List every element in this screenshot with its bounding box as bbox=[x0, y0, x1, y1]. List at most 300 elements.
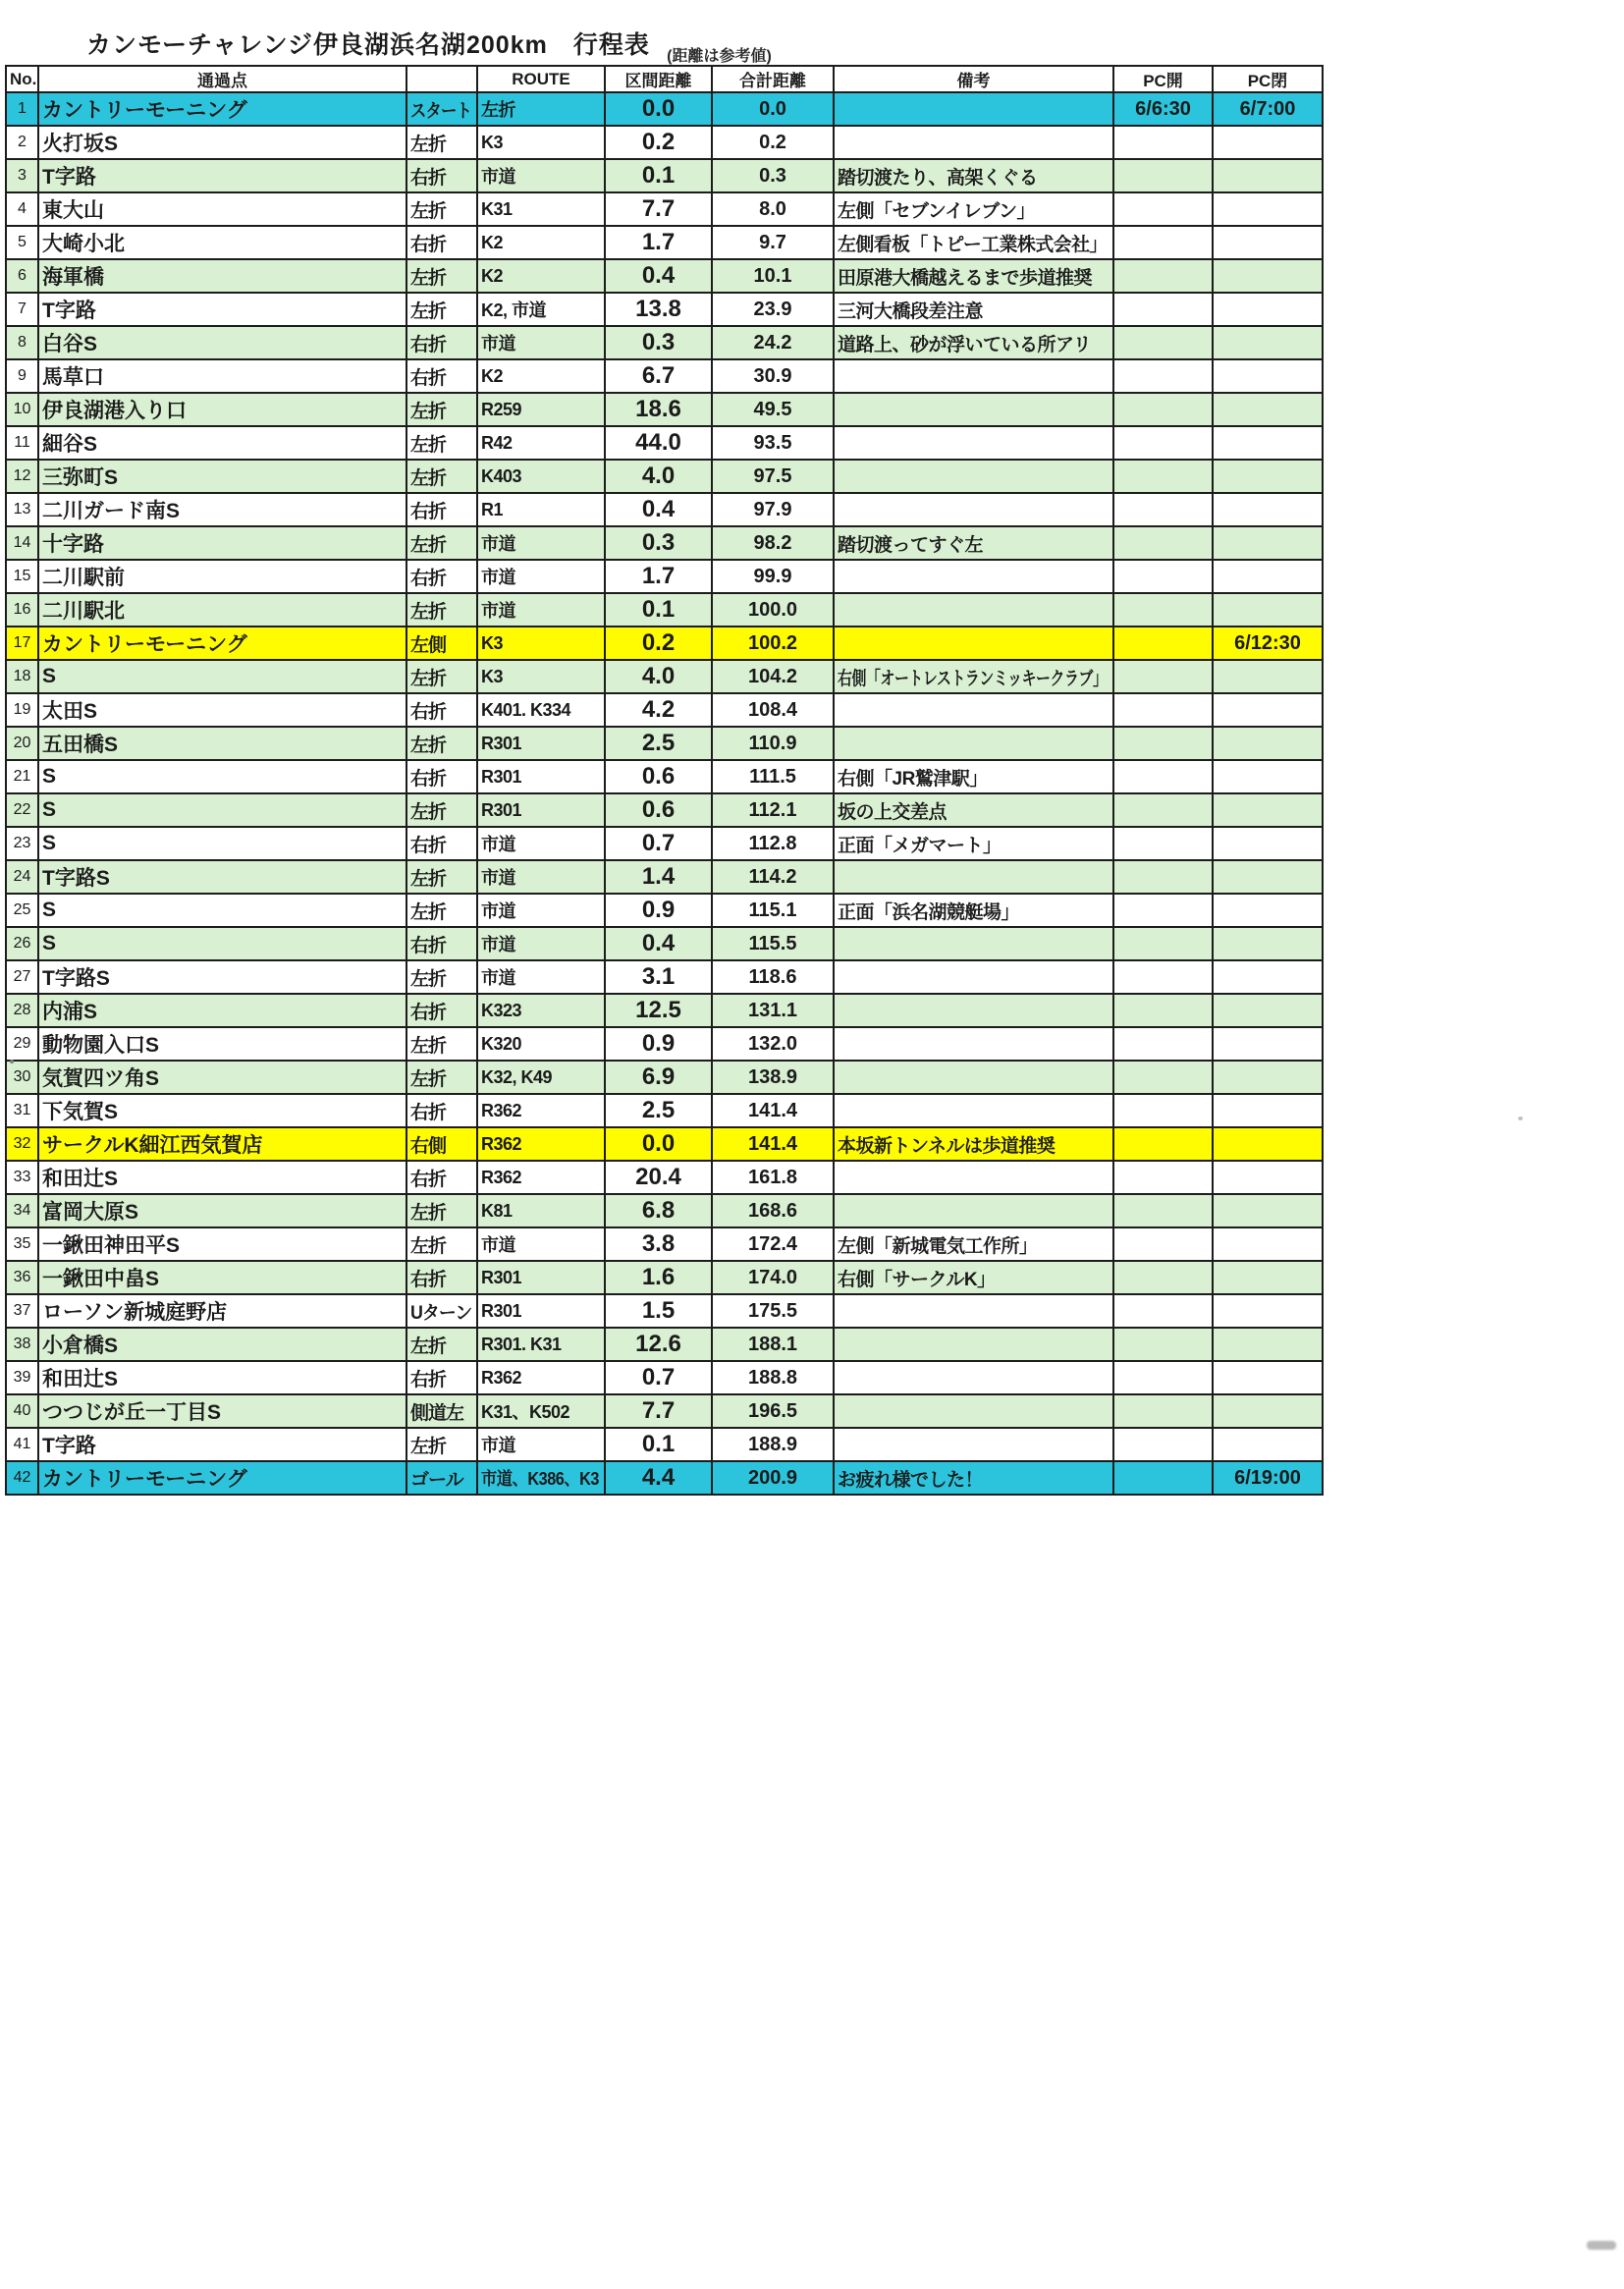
cell-waypoint: 小倉橋S bbox=[38, 1328, 406, 1361]
cell-note bbox=[834, 960, 1113, 994]
page-title: カンモーチャレンジ伊良湖浜名湖200km 行程表 bbox=[86, 31, 650, 59]
table-row bbox=[6, 1194, 1323, 1227]
cell-pc-close bbox=[1213, 927, 1323, 960]
cell-note bbox=[834, 493, 1113, 526]
header-waypoint: 通過点 bbox=[38, 66, 406, 92]
cell-pc-open bbox=[1113, 1328, 1213, 1361]
cell-direction: 側道左 bbox=[406, 1394, 477, 1428]
cell-pc-open bbox=[1113, 1194, 1213, 1227]
cell-route: 市道 bbox=[477, 927, 605, 960]
scan-speck bbox=[1518, 1117, 1523, 1120]
cell-no: 23 bbox=[6, 827, 38, 860]
cell-route: K32, K49 bbox=[477, 1061, 605, 1094]
cell-pc-close bbox=[1213, 1361, 1323, 1394]
cell-no: 10 bbox=[6, 393, 38, 426]
cell-pc-close bbox=[1213, 960, 1323, 994]
cell-leg-distance: 0.3 bbox=[605, 326, 712, 359]
cell-pc-close bbox=[1213, 1261, 1323, 1294]
cell-direction: ゴール bbox=[406, 1461, 477, 1495]
cell-total-distance: 141.4 bbox=[712, 1127, 834, 1161]
cell-waypoint: 富岡大原S bbox=[38, 1194, 406, 1227]
table-row bbox=[6, 1161, 1323, 1194]
cell-waypoint: カントリーモーニング bbox=[38, 1461, 406, 1495]
cell-note bbox=[834, 727, 1113, 760]
cell-pc-open bbox=[1113, 1161, 1213, 1194]
cell-direction: 左折 bbox=[406, 960, 477, 994]
table-row bbox=[6, 860, 1323, 894]
cell-no: 6 bbox=[6, 259, 38, 293]
cell-direction: スタート bbox=[406, 92, 477, 126]
cell-route: K3 bbox=[477, 660, 605, 693]
cell-pc-open bbox=[1113, 426, 1213, 460]
cell-pc-close bbox=[1213, 593, 1323, 627]
cell-pc-close bbox=[1213, 1061, 1323, 1094]
cell-note bbox=[834, 693, 1113, 727]
cell-route: K2 bbox=[477, 259, 605, 293]
cell-direction: 左折 bbox=[406, 727, 477, 760]
cell-total-distance: 97.9 bbox=[712, 493, 834, 526]
cell-total-distance: 9.7 bbox=[712, 226, 834, 259]
cell-no: 41 bbox=[6, 1428, 38, 1461]
cell-direction: Uターン bbox=[406, 1294, 477, 1328]
cell-no: 21 bbox=[6, 760, 38, 793]
cell-route: K401. K334 bbox=[477, 693, 605, 727]
cell-route: 市道、K386、K3 bbox=[477, 1461, 605, 1495]
cell-no: 26 bbox=[6, 927, 38, 960]
cell-total-distance: 49.5 bbox=[712, 393, 834, 426]
cell-note: 左側「新城電気工作所」 bbox=[834, 1227, 1113, 1261]
cell-leg-distance: 0.0 bbox=[605, 1127, 712, 1161]
cell-total-distance: 97.5 bbox=[712, 460, 834, 493]
cell-pc-close bbox=[1213, 660, 1323, 693]
cell-pc-close bbox=[1213, 1094, 1323, 1127]
cell-direction: 右折 bbox=[406, 359, 477, 393]
cell-leg-distance: 3.1 bbox=[605, 960, 712, 994]
table-row bbox=[6, 727, 1323, 760]
cell-pc-close bbox=[1213, 1161, 1323, 1194]
cell-direction: 右折 bbox=[406, 560, 477, 593]
cell-pc-close bbox=[1213, 159, 1323, 192]
cell-route: K2 bbox=[477, 226, 605, 259]
cell-total-distance: 98.2 bbox=[712, 526, 834, 560]
cell-note: 右側「オートレストランミッキークラブ」 bbox=[834, 660, 1113, 693]
cell-note: 踏切渡ってすぐ左 bbox=[834, 526, 1113, 560]
cell-pc-open bbox=[1113, 192, 1213, 226]
cell-no: 9 bbox=[6, 359, 38, 393]
cell-pc-close bbox=[1213, 1294, 1323, 1328]
cell-waypoint: T字路S bbox=[38, 860, 406, 894]
cell-total-distance: 138.9 bbox=[712, 1061, 834, 1094]
distance-reference-note: (距離は参考値) bbox=[667, 48, 772, 65]
cell-waypoint: 馬草口 bbox=[38, 359, 406, 393]
cell-note bbox=[834, 460, 1113, 493]
cell-total-distance: 115.1 bbox=[712, 894, 834, 927]
cell-waypoint: 十字路 bbox=[38, 526, 406, 560]
cell-leg-distance: 44.0 bbox=[605, 426, 712, 460]
scan-smudge bbox=[1587, 2241, 1616, 2250]
header-no: No. bbox=[6, 66, 38, 92]
cell-direction: 左折 bbox=[406, 593, 477, 627]
cell-total-distance: 0.0 bbox=[712, 92, 834, 126]
cell-no: 35 bbox=[6, 1227, 38, 1261]
cell-total-distance: 24.2 bbox=[712, 326, 834, 359]
cell-pc-close: 6/12:30 bbox=[1213, 627, 1323, 660]
cell-pc-open bbox=[1113, 1127, 1213, 1161]
cell-no: 31 bbox=[6, 1094, 38, 1127]
cell-pc-close bbox=[1213, 359, 1323, 393]
cell-direction: 左折 bbox=[406, 526, 477, 560]
cell-leg-distance: 0.7 bbox=[605, 827, 712, 860]
cell-pc-close bbox=[1213, 793, 1323, 827]
table-row bbox=[6, 560, 1323, 593]
cell-pc-close bbox=[1213, 727, 1323, 760]
cell-pc-close bbox=[1213, 293, 1323, 326]
table-row bbox=[6, 126, 1323, 159]
cell-waypoint: カントリーモーニング bbox=[38, 92, 406, 126]
cell-route: 市道 bbox=[477, 526, 605, 560]
cell-route: 市道 bbox=[477, 560, 605, 593]
cell-pc-open bbox=[1113, 226, 1213, 259]
cell-leg-distance: 4.0 bbox=[605, 660, 712, 693]
cell-waypoint: 三弥町S bbox=[38, 460, 406, 493]
cell-pc-close bbox=[1213, 1027, 1323, 1061]
table-row bbox=[6, 426, 1323, 460]
cell-no: 34 bbox=[6, 1194, 38, 1227]
cell-total-distance: 200.9 bbox=[712, 1461, 834, 1495]
cell-leg-distance: 12.5 bbox=[605, 994, 712, 1027]
cell-total-distance: 23.9 bbox=[712, 293, 834, 326]
cell-no: 2 bbox=[6, 126, 38, 159]
cell-direction: 左折 bbox=[406, 426, 477, 460]
cell-no: 19 bbox=[6, 693, 38, 727]
cell-waypoint: S bbox=[38, 760, 406, 793]
cell-direction: 右折 bbox=[406, 927, 477, 960]
cell-pc-open bbox=[1113, 593, 1213, 627]
cell-leg-distance: 12.6 bbox=[605, 1328, 712, 1361]
cell-waypoint: 気賀四ツ角S bbox=[38, 1061, 406, 1094]
cell-total-distance: 100.2 bbox=[712, 627, 834, 660]
table-row bbox=[6, 593, 1323, 627]
cell-direction: 左折 bbox=[406, 660, 477, 693]
cell-leg-distance: 0.9 bbox=[605, 1027, 712, 1061]
cell-route: K31 bbox=[477, 192, 605, 226]
cell-pc-close bbox=[1213, 493, 1323, 526]
cell-note: 左側「セブンイレブン」 bbox=[834, 192, 1113, 226]
cell-note bbox=[834, 92, 1113, 126]
cell-leg-distance: 20.4 bbox=[605, 1161, 712, 1194]
cell-pc-close: 6/7:00 bbox=[1213, 92, 1323, 126]
cell-direction: 右側 bbox=[406, 1127, 477, 1161]
cell-total-distance: 8.0 bbox=[712, 192, 834, 226]
cell-leg-distance: 6.8 bbox=[605, 1194, 712, 1227]
cell-direction: 右折 bbox=[406, 226, 477, 259]
cell-no: 29 bbox=[6, 1027, 38, 1061]
cell-direction: 左折 bbox=[406, 1428, 477, 1461]
cell-no: 13 bbox=[6, 493, 38, 526]
cell-note bbox=[834, 1428, 1113, 1461]
cell-route: K323 bbox=[477, 994, 605, 1027]
cell-note: 本坂新トンネルは歩道推奨 bbox=[834, 1127, 1113, 1161]
cell-waypoint: S bbox=[38, 894, 406, 927]
cell-direction: 左折 bbox=[406, 894, 477, 927]
cell-note bbox=[834, 627, 1113, 660]
cell-waypoint: 内浦S bbox=[38, 994, 406, 1027]
header-route: ROUTE bbox=[477, 66, 605, 92]
table-row bbox=[6, 1394, 1323, 1428]
cell-total-distance: 188.9 bbox=[712, 1428, 834, 1461]
cell-note: 正面「浜名湖競艇場」 bbox=[834, 894, 1113, 927]
header-leg-distance: 区間距離 bbox=[605, 66, 712, 92]
cell-waypoint: 火打坂S bbox=[38, 126, 406, 159]
table-row bbox=[6, 1294, 1323, 1328]
cell-no: 3 bbox=[6, 159, 38, 192]
cell-pc-open bbox=[1113, 1428, 1213, 1461]
cell-total-distance: 0.3 bbox=[712, 159, 834, 192]
cell-route: R362 bbox=[477, 1361, 605, 1394]
cell-route: 市道 bbox=[477, 593, 605, 627]
cell-pc-open bbox=[1113, 560, 1213, 593]
cell-route: 市道 bbox=[477, 159, 605, 192]
cell-direction: 左折 bbox=[406, 259, 477, 293]
cell-pc-close bbox=[1213, 460, 1323, 493]
cell-route: 市道 bbox=[477, 860, 605, 894]
cell-total-distance: 104.2 bbox=[712, 660, 834, 693]
table-row bbox=[6, 192, 1323, 226]
cell-no: 39 bbox=[6, 1361, 38, 1394]
cell-waypoint: T字路 bbox=[38, 159, 406, 192]
cell-pc-open bbox=[1113, 493, 1213, 526]
cell-no: 11 bbox=[6, 426, 38, 460]
cell-note bbox=[834, 1194, 1113, 1227]
table-row bbox=[6, 359, 1323, 393]
cell-no: 24 bbox=[6, 860, 38, 894]
cell-waypoint: S bbox=[38, 793, 406, 827]
cell-route: R301 bbox=[477, 793, 605, 827]
cell-route: R259 bbox=[477, 393, 605, 426]
cell-direction: 右折 bbox=[406, 827, 477, 860]
table-row bbox=[6, 660, 1323, 693]
cell-direction: 左折 bbox=[406, 1027, 477, 1061]
cell-note bbox=[834, 359, 1113, 393]
cell-pc-open bbox=[1113, 760, 1213, 793]
cell-no: 28 bbox=[6, 994, 38, 1027]
cell-waypoint: 動物園入口S bbox=[38, 1027, 406, 1061]
cell-total-distance: 115.5 bbox=[712, 927, 834, 960]
cell-total-distance: 93.5 bbox=[712, 426, 834, 460]
cell-route: R301 bbox=[477, 760, 605, 793]
cell-total-distance: 141.4 bbox=[712, 1094, 834, 1127]
header-note: 備考 bbox=[834, 66, 1113, 92]
table-row bbox=[6, 460, 1323, 493]
table-row bbox=[6, 259, 1323, 293]
table-row bbox=[6, 226, 1323, 259]
table-row bbox=[6, 1261, 1323, 1294]
cell-direction: 左折 bbox=[406, 293, 477, 326]
cell-direction: 左折 bbox=[406, 860, 477, 894]
cell-route: R301 bbox=[477, 1294, 605, 1328]
cell-pc-open bbox=[1113, 860, 1213, 894]
cell-total-distance: 111.5 bbox=[712, 760, 834, 793]
cell-pc-open bbox=[1113, 627, 1213, 660]
cell-leg-distance: 0.4 bbox=[605, 493, 712, 526]
cell-note: 左側看板「トピー工業株式会社」 bbox=[834, 226, 1113, 259]
cell-pc-open bbox=[1113, 326, 1213, 359]
cell-route: K81 bbox=[477, 1194, 605, 1227]
cell-no: 27 bbox=[6, 960, 38, 994]
cell-leg-distance: 1.7 bbox=[605, 226, 712, 259]
cell-direction: 右折 bbox=[406, 1361, 477, 1394]
cell-route: K320 bbox=[477, 1027, 605, 1061]
cell-direction: 左折 bbox=[406, 192, 477, 226]
cell-waypoint: S bbox=[38, 927, 406, 960]
cell-pc-open bbox=[1113, 727, 1213, 760]
cell-pc-open bbox=[1113, 960, 1213, 994]
table-row bbox=[6, 92, 1323, 126]
cell-note bbox=[834, 860, 1113, 894]
header-direction bbox=[406, 66, 477, 92]
header-total-distance: 合計距離 bbox=[712, 66, 834, 92]
cell-leg-distance: 2.5 bbox=[605, 1094, 712, 1127]
cell-no: 5 bbox=[6, 226, 38, 259]
cell-leg-distance: 0.3 bbox=[605, 526, 712, 560]
cell-waypoint: T字路 bbox=[38, 1428, 406, 1461]
cell-route: K31、K502 bbox=[477, 1394, 605, 1428]
cell-pc-close bbox=[1213, 192, 1323, 226]
cell-no: 25 bbox=[6, 894, 38, 927]
cell-pc-close bbox=[1213, 326, 1323, 359]
cell-leg-distance: 0.0 bbox=[605, 92, 712, 126]
table-row bbox=[6, 894, 1323, 927]
route-table bbox=[5, 65, 1324, 1496]
table-row bbox=[6, 693, 1323, 727]
cell-note: 道路上、砂が浮いている所アリ bbox=[834, 326, 1113, 359]
cell-pc-open bbox=[1113, 1261, 1213, 1294]
cell-pc-close bbox=[1213, 259, 1323, 293]
table-row bbox=[6, 159, 1323, 192]
cell-note bbox=[834, 1294, 1113, 1328]
cell-leg-distance: 0.1 bbox=[605, 593, 712, 627]
cell-pc-close bbox=[1213, 827, 1323, 860]
cell-waypoint: 東大山 bbox=[38, 192, 406, 226]
cell-pc-close bbox=[1213, 1328, 1323, 1361]
table-row bbox=[6, 793, 1323, 827]
cell-no: 36 bbox=[6, 1261, 38, 1294]
table-row bbox=[6, 1094, 1323, 1127]
cell-note bbox=[834, 1027, 1113, 1061]
cell-note bbox=[834, 1161, 1113, 1194]
cell-route: 市道 bbox=[477, 894, 605, 927]
table-row bbox=[6, 927, 1323, 960]
table-row bbox=[6, 960, 1323, 994]
cell-direction: 左折 bbox=[406, 1328, 477, 1361]
cell-total-distance: 114.2 bbox=[712, 860, 834, 894]
cell-no: 7 bbox=[6, 293, 38, 326]
cell-no: 14 bbox=[6, 526, 38, 560]
cell-waypoint: S bbox=[38, 660, 406, 693]
cell-note bbox=[834, 593, 1113, 627]
cell-total-distance: 172.4 bbox=[712, 1227, 834, 1261]
cell-waypoint: T字路 bbox=[38, 293, 406, 326]
cell-total-distance: 100.0 bbox=[712, 593, 834, 627]
cell-no: 16 bbox=[6, 593, 38, 627]
cell-direction: 右折 bbox=[406, 760, 477, 793]
cell-pc-close bbox=[1213, 1194, 1323, 1227]
header-pc-close: PC閉 bbox=[1213, 66, 1323, 92]
cell-note bbox=[834, 1361, 1113, 1394]
table-row bbox=[6, 1061, 1323, 1094]
cell-no: 40 bbox=[6, 1394, 38, 1428]
cell-direction: 左折 bbox=[406, 393, 477, 426]
cell-waypoint: 太田S bbox=[38, 693, 406, 727]
header-pc-open: PC開 bbox=[1113, 66, 1213, 92]
cell-pc-open bbox=[1113, 526, 1213, 560]
cell-pc-open bbox=[1113, 1027, 1213, 1061]
cell-pc-open bbox=[1113, 1061, 1213, 1094]
cell-leg-distance: 0.2 bbox=[605, 627, 712, 660]
cell-leg-distance: 13.8 bbox=[605, 293, 712, 326]
cell-direction: 右折 bbox=[406, 159, 477, 192]
cell-waypoint: 一鍬田神田平S bbox=[38, 1227, 406, 1261]
cell-direction: 右折 bbox=[406, 1161, 477, 1194]
cell-total-distance: 118.6 bbox=[712, 960, 834, 994]
cell-pc-open bbox=[1113, 660, 1213, 693]
cell-waypoint: 伊良湖港入り口 bbox=[38, 393, 406, 426]
cell-pc-close bbox=[1213, 1127, 1323, 1161]
cell-no: 37 bbox=[6, 1294, 38, 1328]
table-row bbox=[6, 1027, 1323, 1061]
cell-waypoint: 二川ガード南S bbox=[38, 493, 406, 526]
cell-total-distance: 30.9 bbox=[712, 359, 834, 393]
cell-total-distance: 0.2 bbox=[712, 126, 834, 159]
cell-pc-close: 6/19:00 bbox=[1213, 1461, 1323, 1495]
cell-pc-close bbox=[1213, 226, 1323, 259]
cell-waypoint: 大崎小北 bbox=[38, 226, 406, 259]
cell-leg-distance: 18.6 bbox=[605, 393, 712, 426]
cell-pc-open bbox=[1113, 460, 1213, 493]
cell-route: 市道 bbox=[477, 326, 605, 359]
header-row bbox=[6, 66, 1323, 92]
cell-total-distance: 174.0 bbox=[712, 1261, 834, 1294]
cell-waypoint: 一鍬田中畠S bbox=[38, 1261, 406, 1294]
table-row bbox=[6, 326, 1323, 359]
cell-note: 踏切渡たり、高架くぐる bbox=[834, 159, 1113, 192]
cell-route: K2 bbox=[477, 359, 605, 393]
cell-note: 正面「メガマート」 bbox=[834, 827, 1113, 860]
scan-speck bbox=[10, 1060, 14, 1063]
cell-note: 田原港大橋越えるまで歩道推奨 bbox=[834, 259, 1113, 293]
cell-leg-distance: 0.2 bbox=[605, 126, 712, 159]
cell-note: 三河大橋段差注意 bbox=[834, 293, 1113, 326]
cell-route: R42 bbox=[477, 426, 605, 460]
cell-total-distance: 112.1 bbox=[712, 793, 834, 827]
cell-route: R301 bbox=[477, 727, 605, 760]
cell-pc-close bbox=[1213, 1394, 1323, 1428]
cell-leg-distance: 3.8 bbox=[605, 1227, 712, 1261]
cell-note bbox=[834, 994, 1113, 1027]
cell-waypoint: 下気賀S bbox=[38, 1094, 406, 1127]
cell-no: 17 bbox=[6, 627, 38, 660]
cell-total-distance: 108.4 bbox=[712, 693, 834, 727]
cell-no: 30 bbox=[6, 1061, 38, 1094]
cell-pc-close bbox=[1213, 126, 1323, 159]
cell-pc-open bbox=[1113, 1227, 1213, 1261]
cell-leg-distance: 0.7 bbox=[605, 1361, 712, 1394]
cell-pc-open: 6/6:30 bbox=[1113, 92, 1213, 126]
cell-route: R1 bbox=[477, 493, 605, 526]
cell-route: 市道 bbox=[477, 827, 605, 860]
cell-total-distance: 112.8 bbox=[712, 827, 834, 860]
cell-pc-open bbox=[1113, 693, 1213, 727]
